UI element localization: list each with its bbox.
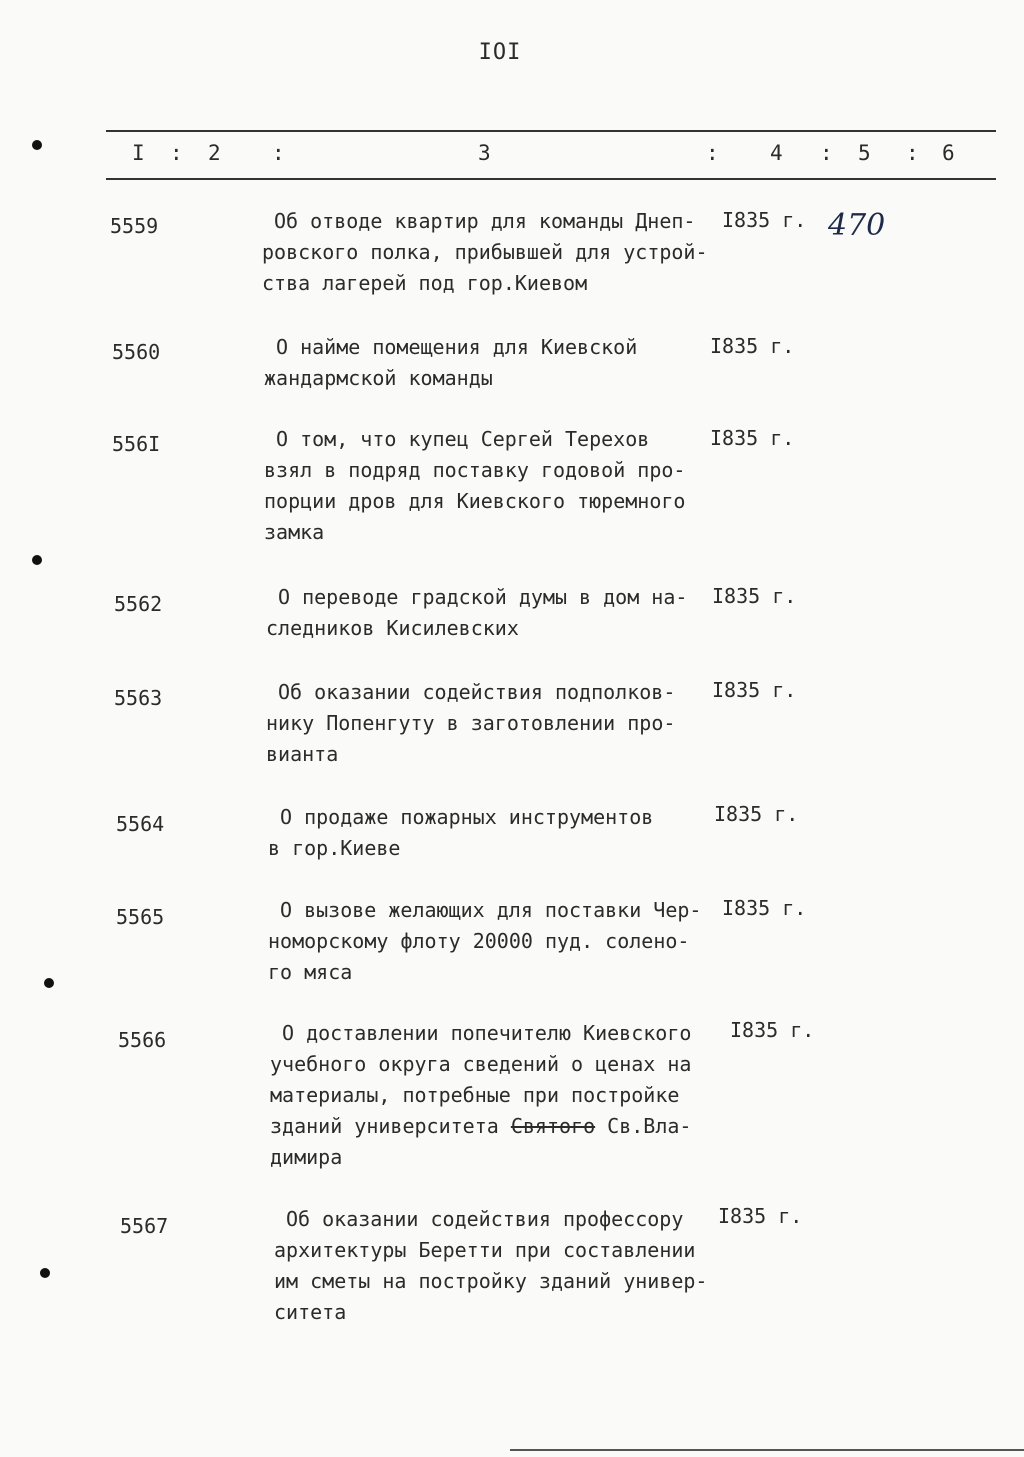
entry-title bbox=[266, 582, 736, 644]
bottom-rule bbox=[510, 1449, 1024, 1451]
entry-title-line: ровского полка, прибывшей для устрой- bbox=[262, 240, 708, 264]
entry-number: 556I bbox=[112, 432, 161, 456]
entry-title-line: О доставлении попечителю Киевского bbox=[282, 1021, 692, 1045]
entry-number: 5565 bbox=[116, 905, 165, 929]
entry-title-line: О том, что купец Сергей Терехов bbox=[276, 427, 650, 451]
entry-title-line: димира bbox=[270, 1145, 343, 1169]
entry-title-line: О продаже пожарных инструментов bbox=[280, 805, 654, 829]
header-col-2: 2 bbox=[208, 141, 221, 165]
entry-title-line: нику Попенгуту в заготовлении про- bbox=[266, 711, 676, 735]
entry-title-line: взял в подряд поставку годовой про- bbox=[264, 458, 686, 482]
table-header-bottom-rule bbox=[106, 178, 996, 180]
entry-title-line: жандармской команды bbox=[264, 366, 493, 390]
handwritten-sheet-number: 470 bbox=[828, 208, 886, 243]
entry-title bbox=[268, 802, 738, 864]
header-col-1: I bbox=[132, 141, 145, 165]
entry-year: I835 г. bbox=[710, 334, 795, 358]
entry-number: 5564 bbox=[116, 812, 165, 836]
entry-title-line: О переводе градской думы в дом на- bbox=[278, 585, 688, 609]
punch-hole bbox=[32, 140, 42, 150]
entry-number: 5566 bbox=[118, 1028, 167, 1052]
header-separator: : bbox=[170, 141, 183, 165]
entry-title-line: го мяса bbox=[268, 960, 353, 984]
entry-title-line: Об оказании содействия профессору bbox=[286, 1207, 684, 1231]
entry-year: I835 г. bbox=[730, 1018, 815, 1042]
punch-hole bbox=[44, 978, 54, 988]
entry-number: 5562 bbox=[114, 592, 163, 616]
entry-title-line: следников Кисилевских bbox=[266, 616, 519, 640]
entry-title-line: архитектуры Беретти при составлении bbox=[274, 1238, 696, 1262]
entry-title bbox=[268, 895, 738, 988]
entry-title-line: зданий университета bbox=[270, 1114, 499, 1138]
entry-year: I835 г. bbox=[718, 1204, 803, 1228]
entry-title bbox=[274, 1204, 744, 1328]
entry-number: 5563 bbox=[114, 686, 163, 710]
header-col-5: 5 bbox=[858, 141, 871, 165]
entry-title-line: Св.Вла- bbox=[595, 1114, 692, 1138]
entry-title bbox=[264, 424, 734, 548]
table-header-top-rule bbox=[106, 130, 996, 132]
entry-number: 5560 bbox=[112, 340, 161, 364]
entry-title-line: вианта bbox=[266, 742, 339, 766]
punch-hole bbox=[32, 555, 42, 565]
entry-title-line: ства лагерей под гор.Киевом bbox=[262, 271, 588, 295]
page-number: IOI bbox=[478, 40, 522, 65]
entry-title-line: Об оказании содействия подполков- bbox=[278, 680, 676, 704]
header-separator: : bbox=[272, 141, 285, 165]
entry-number: 5559 bbox=[110, 214, 159, 238]
entry-title-line: номорскому флоту 20000 пуд. солено- bbox=[268, 929, 690, 953]
header-separator: : bbox=[706, 141, 719, 165]
entry-number: 5567 bbox=[120, 1214, 169, 1238]
entry-title bbox=[266, 677, 736, 770]
header-col-6: 6 bbox=[942, 141, 955, 165]
entry-title-line: в гор.Киеве bbox=[268, 836, 401, 860]
entry-title-line: им сметы на постройку зданий универ- bbox=[274, 1269, 708, 1293]
entry-title-line: учебного округа сведений о ценах на bbox=[270, 1052, 692, 1076]
entry-title-line: О вызове желающих для поставки Чер- bbox=[280, 898, 702, 922]
header-separator: : bbox=[820, 141, 833, 165]
header-separator: : bbox=[906, 141, 919, 165]
entry-year: I835 г. bbox=[714, 802, 799, 826]
entry-title bbox=[262, 206, 732, 299]
header-col-4: 4 bbox=[770, 141, 783, 165]
entry-title-line: порции дров для Киевского тюремного bbox=[264, 489, 686, 513]
entry-year: I835 г. bbox=[722, 208, 807, 232]
entry-year: I835 г. bbox=[710, 426, 795, 450]
entry-title bbox=[264, 332, 734, 394]
entry-title-line: Об отводе квартир для команды Днеп- bbox=[274, 209, 696, 233]
entry-title-line: ситета bbox=[274, 1300, 347, 1324]
entry-year: I835 г. bbox=[712, 584, 797, 608]
struck-out-word: Святого bbox=[510, 1114, 596, 1138]
entry-year: I835 г. bbox=[722, 896, 807, 920]
entry-title-line: замка bbox=[264, 520, 325, 544]
entry-title-line: О найме помещения для Киевской bbox=[276, 335, 638, 359]
header-col-3: 3 bbox=[478, 141, 491, 165]
punch-hole bbox=[40, 1268, 50, 1278]
entry-title-line: материалы, потребные при постройке bbox=[270, 1083, 680, 1107]
entry-title bbox=[270, 1018, 740, 1173]
entry-year: I835 г. bbox=[712, 678, 797, 702]
